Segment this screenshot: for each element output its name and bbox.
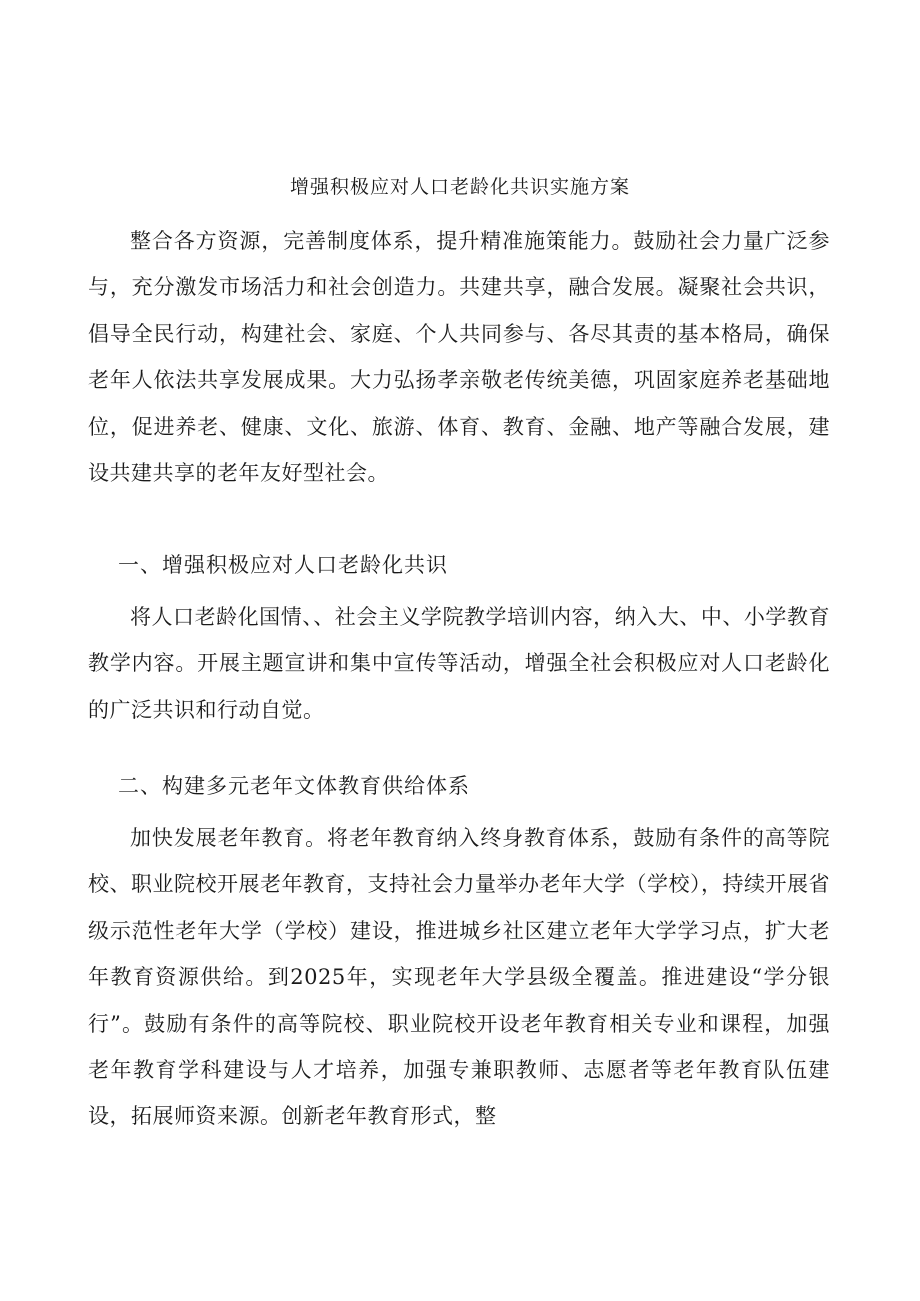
section-heading-1: 一、增强积极应对人口老龄化共识 [118, 553, 448, 577]
section-heading-2: 二、构建多元老年文体教育供给体系 [118, 774, 470, 798]
intro-paragraph: 整合各方资源，完善制度体系，提升精准施策能力。鼓励社会力量广泛参与，充分激发市场活力和社会创造力。共建共享，融合发展。凝聚社会共识，倡导全民行动，构建社会、家庭、个人共同参与、各尽其责的基本格局，确保老年人依法共享发展成果。大力弘扬孝亲敬老传统美德，巩固家庭养老基础地位，促进养老、健康、文化、旅游、体育、教育、金融、地产等融合发展，建设共建共享的老年友好型社会。 [88, 229, 830, 486]
section-2-paragraph: 加快发展老年教育。将老年教育纳入终身教育体系，鼓励有条件的高等院校、职业院校开展老年教育，支持社会力量举办老年大学（学校），持续开展省级示范性老年大学（学校）建设，推进城乡社区建立老年大学学习点，扩大老年教育资源供给。到2025年，实现老年大学县级全覆盖。推进建设“学分银行”。鼓励有条件的高等院校、职业院校开设老年教育相关专业和课程，加强老年教育学科建设与人才培养，加强专兼职教师、志愿者等老年教育队伍建设，拓展师资来源。创新老年教育形式，整 [88, 826, 830, 1129]
document-title: 增强积极应对人口老龄化共识实施方案 [289, 176, 630, 198]
section-1-paragraph: 将人口老龄化国情、、社会主义学院教学培训内容，纳入大、中、小学教育教学内容。开展主题宣讲和集中宣传等活动，增强全社会积极应对人口老龄化的广泛共识和行动自觉。 [88, 605, 830, 722]
